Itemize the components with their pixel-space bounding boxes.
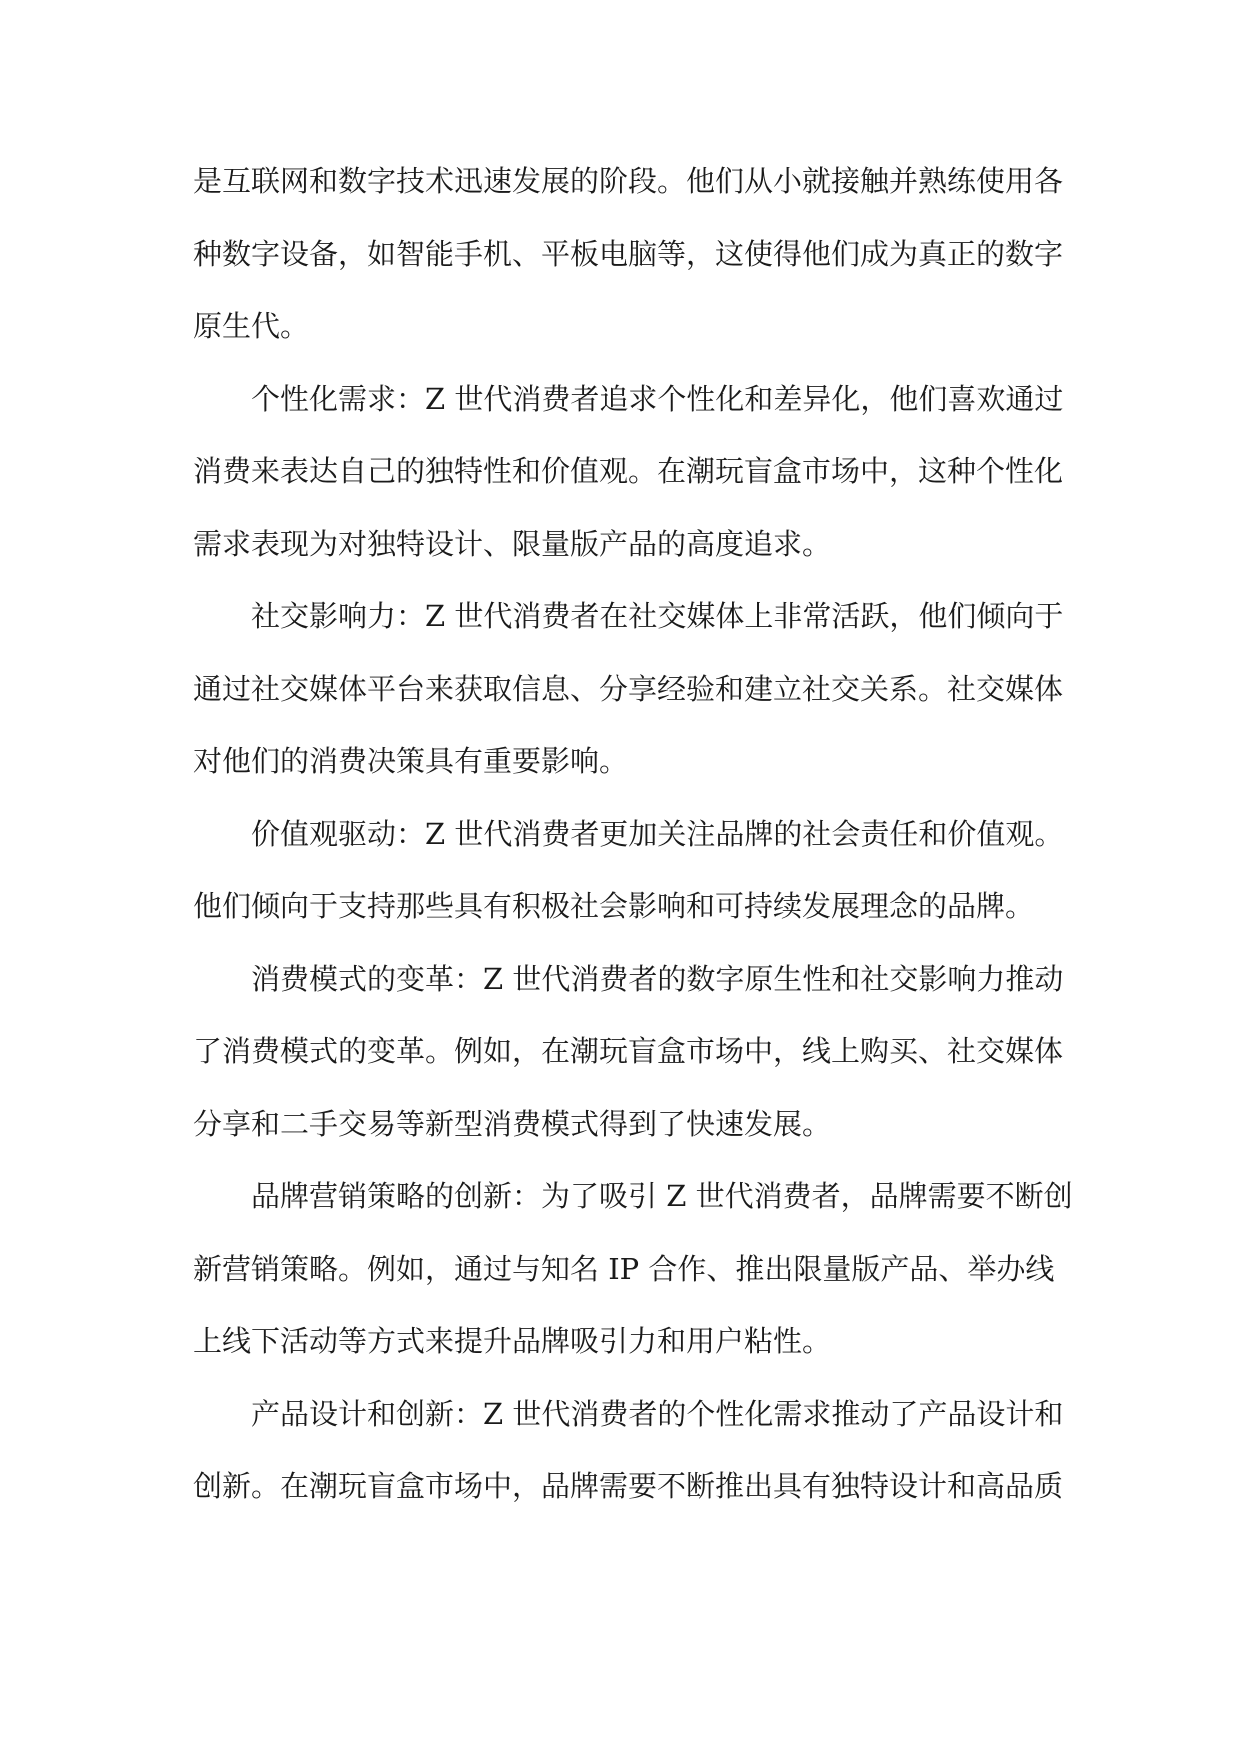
text-line: 了消费模式的变革。例如，在潮玩盲盒市场中，线上购买、社交媒体 <box>193 1034 1064 1068</box>
text-line: 通过社交媒体平台来获取信息、分享经验和建立社交关系。社交媒体 <box>193 671 1064 706</box>
text-line: 新营销策略。例如，通过与知名 IP 合作、推出限量版产品、举办线 <box>193 1251 1055 1286</box>
text-line: 对他们的消费决策具有重要影响。 <box>193 744 629 778</box>
paragraph-start-line: 消费模式的变革：Z 世代消费者的数字原生性和社交影响力推动 <box>251 961 1064 996</box>
text-line: 分享和二手交易等新型消费模式得到了快速发展。 <box>193 1106 832 1141</box>
paragraph-start-line: 个性化需求：Z 世代消费者追求个性化和差异化，他们喜欢通过 <box>251 381 1064 416</box>
text-line: 原生代。 <box>193 309 310 343</box>
paragraph-start-line: 品牌营销策略的创新：为了吸引 Z 世代消费者，品牌需要不断创 <box>251 1179 1073 1213</box>
text-line: 种数字设备，如智能手机、平板电脑等，这使得他们成为真正的数字 <box>193 236 1064 271</box>
text-line: 消费来表达自己的独特性和价值观。在潮玩盲盒市场中，这种个性化 <box>193 454 1064 488</box>
text-line: 创新。在潮玩盲盒市场中，品牌需要不断推出具有独特设计和高品质 <box>193 1469 1064 1503</box>
paragraph-start-line: 价值观驱动：Z 世代消费者更加关注品牌的社会责任和价值观。 <box>251 816 1064 851</box>
paragraph-start-line: 产品设计和创新：Z 世代消费者的个性化需求推动了产品设计和 <box>251 1396 1064 1431</box>
text-line: 需求表现为对独特设计、限量版产品的高度追求。 <box>193 526 832 561</box>
text-line: 是互联网和数字技术迅速发展的阶段。他们从小就接触并熟练使用各 <box>193 164 1064 198</box>
text-line: 他们倾向于支持那些具有积极社会影响和可持续发展理念的品牌。 <box>193 889 1035 923</box>
paragraph-start-line: 社交影响力：Z 世代消费者在社交媒体上非常活跃，他们倾向于 <box>251 599 1064 633</box>
text-line: 上线下活动等方式来提升品牌吸引力和用户粘性。 <box>193 1324 832 1358</box>
document-body <box>193 145 1073 1523</box>
